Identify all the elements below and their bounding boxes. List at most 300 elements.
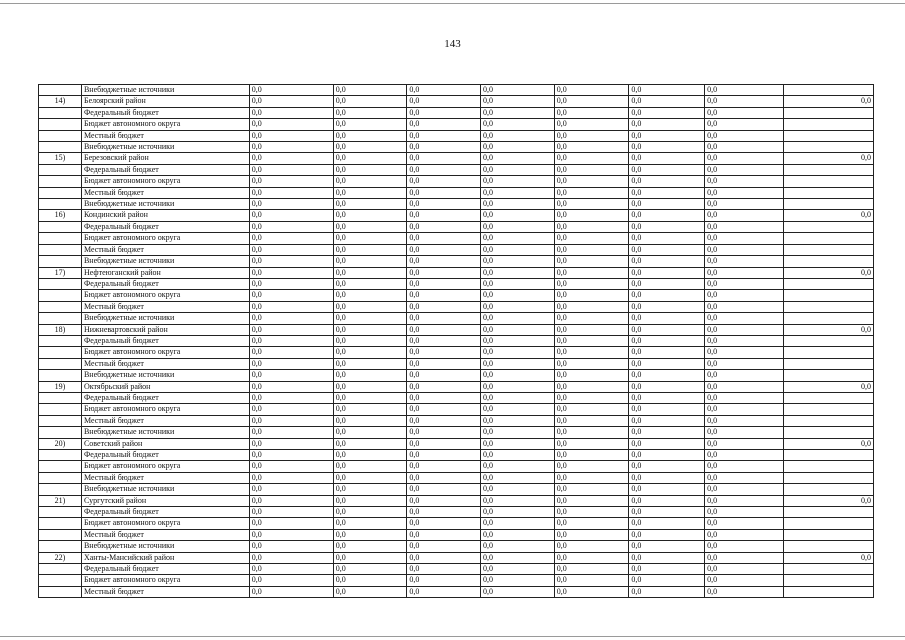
value-cell: 0,0 (705, 107, 784, 118)
total-cell (783, 358, 873, 369)
row-number (39, 575, 82, 586)
total-cell (783, 221, 873, 232)
value-cell: 0,0 (333, 153, 407, 164)
value-cell: 0,0 (481, 472, 555, 483)
value-cell: 0,0 (705, 313, 784, 324)
value-cell: 0,0 (481, 187, 555, 198)
value-cell: 0,0 (249, 575, 333, 586)
value-cell: 0,0 (629, 221, 705, 232)
row-name: Бюджет автономного округа (81, 575, 249, 586)
value-cell: 0,0 (629, 392, 705, 403)
value-cell: 0,0 (249, 176, 333, 187)
row-number (39, 586, 82, 597)
table-row (39, 85, 874, 96)
table-row (39, 507, 874, 518)
value-cell: 0,0 (554, 324, 629, 335)
value-cell: 0,0 (629, 575, 705, 586)
value-cell: 0,0 (629, 518, 705, 529)
value-cell: 0,0 (481, 529, 555, 540)
value-cell: 0,0 (554, 552, 629, 563)
value-cell: 0,0 (629, 290, 705, 301)
value-cell: 0,0 (249, 484, 333, 495)
value-cell: 0,0 (407, 335, 481, 346)
total-cell (783, 85, 873, 96)
value-cell: 0,0 (407, 427, 481, 438)
value-cell: 0,0 (705, 575, 784, 586)
table-row (39, 335, 874, 346)
row-name: Бюджет автономного округа (81, 461, 249, 472)
value-cell: 0,0 (249, 358, 333, 369)
value-cell: 0,0 (705, 427, 784, 438)
value-cell: 0,0 (249, 187, 333, 198)
value-cell: 0,0 (407, 575, 481, 586)
value-cell: 0,0 (554, 221, 629, 232)
table-row (39, 96, 874, 107)
row-number (39, 404, 82, 415)
value-cell: 0,0 (554, 404, 629, 415)
value-cell: 0,0 (481, 370, 555, 381)
table-row (39, 586, 874, 597)
value-cell: 0,0 (554, 256, 629, 267)
value-cell: 0,0 (249, 313, 333, 324)
value-cell: 0,0 (407, 541, 481, 552)
table-row (39, 153, 874, 164)
table-row (39, 541, 874, 552)
row-name: Местный бюджет (81, 187, 249, 198)
row-number (39, 142, 82, 153)
value-cell: 0,0 (407, 495, 481, 506)
row-number: 18) (39, 324, 82, 335)
value-cell: 0,0 (705, 461, 784, 472)
row-number (39, 301, 82, 312)
row-number (39, 370, 82, 381)
row-number (39, 278, 82, 289)
value-cell: 0,0 (554, 96, 629, 107)
value-cell: 0,0 (249, 427, 333, 438)
value-cell: 0,0 (629, 210, 705, 221)
value-cell: 0,0 (407, 392, 481, 403)
total-cell: 0,0 (783, 495, 873, 506)
value-cell: 0,0 (705, 404, 784, 415)
row-number (39, 529, 82, 540)
row-number (39, 518, 82, 529)
value-cell: 0,0 (333, 347, 407, 358)
value-cell: 0,0 (629, 324, 705, 335)
value-cell: 0,0 (249, 256, 333, 267)
value-cell: 0,0 (705, 347, 784, 358)
budget-table-body (39, 85, 874, 598)
value-cell: 0,0 (407, 244, 481, 255)
value-cell: 0,0 (554, 107, 629, 118)
value-cell: 0,0 (333, 541, 407, 552)
value-cell: 0,0 (481, 85, 555, 96)
total-cell: 0,0 (783, 96, 873, 107)
row-name: Внебюджетные источники (81, 370, 249, 381)
value-cell: 0,0 (629, 450, 705, 461)
value-cell: 0,0 (705, 370, 784, 381)
row-number (39, 187, 82, 198)
value-cell: 0,0 (629, 529, 705, 540)
value-cell: 0,0 (333, 495, 407, 506)
value-cell: 0,0 (629, 484, 705, 495)
value-cell: 0,0 (705, 529, 784, 540)
value-cell: 0,0 (249, 404, 333, 415)
table-row (39, 415, 874, 426)
row-number (39, 358, 82, 369)
value-cell: 0,0 (407, 552, 481, 563)
table-row (39, 187, 874, 198)
total-cell (783, 142, 873, 153)
value-cell: 0,0 (481, 415, 555, 426)
row-number (39, 221, 82, 232)
value-cell: 0,0 (249, 529, 333, 540)
value-cell: 0,0 (407, 107, 481, 118)
value-cell: 0,0 (705, 267, 784, 278)
value-cell: 0,0 (705, 552, 784, 563)
value-cell: 0,0 (407, 564, 481, 575)
value-cell: 0,0 (333, 586, 407, 597)
value-cell: 0,0 (481, 518, 555, 529)
table-row (39, 199, 874, 210)
row-name: Федеральный бюджет (81, 278, 249, 289)
value-cell: 0,0 (249, 119, 333, 130)
value-cell: 0,0 (249, 586, 333, 597)
value-cell: 0,0 (333, 278, 407, 289)
value-cell: 0,0 (554, 415, 629, 426)
value-cell: 0,0 (481, 221, 555, 232)
value-cell: 0,0 (249, 85, 333, 96)
table-row (39, 404, 874, 415)
value-cell: 0,0 (407, 153, 481, 164)
value-cell: 0,0 (629, 107, 705, 118)
value-cell: 0,0 (554, 564, 629, 575)
value-cell: 0,0 (407, 381, 481, 392)
total-cell (783, 164, 873, 175)
total-cell (783, 575, 873, 586)
row-number (39, 130, 82, 141)
table-row (39, 564, 874, 575)
value-cell: 0,0 (705, 472, 784, 483)
table-row (39, 301, 874, 312)
row-name: Кондинский район (81, 210, 249, 221)
value-cell: 0,0 (554, 164, 629, 175)
value-cell: 0,0 (333, 313, 407, 324)
row-name: Местный бюджет (81, 244, 249, 255)
value-cell: 0,0 (629, 244, 705, 255)
scan-edge-bottom (0, 636, 905, 637)
value-cell: 0,0 (407, 415, 481, 426)
value-cell: 0,0 (249, 267, 333, 278)
value-cell: 0,0 (705, 119, 784, 130)
value-cell: 0,0 (481, 575, 555, 586)
value-cell: 0,0 (554, 461, 629, 472)
value-cell: 0,0 (481, 450, 555, 461)
table-row (39, 450, 874, 461)
value-cell: 0,0 (554, 507, 629, 518)
row-number (39, 415, 82, 426)
value-cell: 0,0 (554, 450, 629, 461)
value-cell: 0,0 (407, 187, 481, 198)
value-cell: 0,0 (629, 495, 705, 506)
value-cell: 0,0 (407, 461, 481, 472)
value-cell: 0,0 (407, 518, 481, 529)
total-cell (783, 507, 873, 518)
value-cell: 0,0 (629, 233, 705, 244)
row-number: 19) (39, 381, 82, 392)
value-cell: 0,0 (481, 335, 555, 346)
row-name: Внебюджетные источники (81, 199, 249, 210)
row-number (39, 484, 82, 495)
value-cell: 0,0 (249, 347, 333, 358)
row-name: Федеральный бюджет (81, 450, 249, 461)
value-cell: 0,0 (554, 142, 629, 153)
value-cell: 0,0 (554, 575, 629, 586)
value-cell: 0,0 (554, 130, 629, 141)
value-cell: 0,0 (705, 324, 784, 335)
row-number (39, 164, 82, 175)
table-row (39, 221, 874, 232)
row-name: Сургутский район (81, 495, 249, 506)
value-cell: 0,0 (705, 187, 784, 198)
value-cell: 0,0 (554, 392, 629, 403)
row-name: Бюджет автономного округа (81, 290, 249, 301)
table-row (39, 244, 874, 255)
row-number (39, 313, 82, 324)
value-cell: 0,0 (333, 404, 407, 415)
value-cell: 0,0 (481, 438, 555, 449)
scan-edge-top (0, 3, 905, 4)
row-name: Местный бюджет (81, 529, 249, 540)
value-cell: 0,0 (249, 415, 333, 426)
value-cell: 0,0 (407, 438, 481, 449)
table-row (39, 267, 874, 278)
value-cell: 0,0 (481, 586, 555, 597)
value-cell: 0,0 (481, 233, 555, 244)
value-cell: 0,0 (481, 164, 555, 175)
value-cell: 0,0 (407, 290, 481, 301)
value-cell: 0,0 (333, 370, 407, 381)
total-cell (783, 130, 873, 141)
value-cell: 0,0 (629, 347, 705, 358)
value-cell: 0,0 (554, 541, 629, 552)
value-cell: 0,0 (407, 85, 481, 96)
value-cell: 0,0 (554, 267, 629, 278)
total-cell: 0,0 (783, 324, 873, 335)
value-cell: 0,0 (407, 484, 481, 495)
row-name: Октябрьский район (81, 381, 249, 392)
value-cell: 0,0 (629, 142, 705, 153)
value-cell: 0,0 (481, 541, 555, 552)
table-row (39, 552, 874, 563)
value-cell: 0,0 (629, 381, 705, 392)
value-cell: 0,0 (333, 461, 407, 472)
value-cell: 0,0 (407, 199, 481, 210)
row-name: Ханты-Мансийский район (81, 552, 249, 563)
row-name: Местный бюджет (81, 130, 249, 141)
value-cell: 0,0 (407, 233, 481, 244)
value-cell: 0,0 (481, 324, 555, 335)
value-cell: 0,0 (629, 267, 705, 278)
value-cell: 0,0 (249, 153, 333, 164)
value-cell: 0,0 (333, 450, 407, 461)
value-cell: 0,0 (554, 529, 629, 540)
row-name: Федеральный бюджет (81, 335, 249, 346)
row-name: Внебюджетные источники (81, 313, 249, 324)
table-row (39, 164, 874, 175)
value-cell: 0,0 (554, 484, 629, 495)
total-cell (783, 278, 873, 289)
value-cell: 0,0 (249, 335, 333, 346)
table-row (39, 130, 874, 141)
value-cell: 0,0 (554, 381, 629, 392)
row-number (39, 347, 82, 358)
value-cell: 0,0 (333, 472, 407, 483)
row-name: Федеральный бюджет (81, 392, 249, 403)
row-name: Белоярский район (81, 96, 249, 107)
table-row (39, 370, 874, 381)
value-cell: 0,0 (407, 313, 481, 324)
value-cell: 0,0 (333, 392, 407, 403)
value-cell: 0,0 (249, 324, 333, 335)
table-row (39, 392, 874, 403)
total-cell: 0,0 (783, 438, 873, 449)
row-name: Бюджет автономного округа (81, 347, 249, 358)
table-row (39, 518, 874, 529)
value-cell: 0,0 (407, 267, 481, 278)
row-number (39, 392, 82, 403)
total-cell (783, 404, 873, 415)
value-cell: 0,0 (554, 187, 629, 198)
value-cell: 0,0 (554, 518, 629, 529)
row-name: Внебюджетные источники (81, 427, 249, 438)
value-cell: 0,0 (705, 142, 784, 153)
value-cell: 0,0 (481, 119, 555, 130)
value-cell: 0,0 (705, 301, 784, 312)
total-cell (783, 187, 873, 198)
row-name: Внебюджетные источники (81, 541, 249, 552)
value-cell: 0,0 (629, 461, 705, 472)
total-cell (783, 415, 873, 426)
value-cell: 0,0 (554, 153, 629, 164)
value-cell: 0,0 (333, 381, 407, 392)
value-cell: 0,0 (249, 233, 333, 244)
value-cell: 0,0 (705, 199, 784, 210)
page-number: 143 (444, 38, 461, 50)
table-row (39, 484, 874, 495)
value-cell: 0,0 (705, 484, 784, 495)
value-cell: 0,0 (407, 164, 481, 175)
row-number (39, 427, 82, 438)
value-cell: 0,0 (333, 130, 407, 141)
total-cell: 0,0 (783, 381, 873, 392)
row-name: Нефтеюганский район (81, 267, 249, 278)
row-number (39, 233, 82, 244)
row-name: Внебюджетные источники (81, 256, 249, 267)
value-cell: 0,0 (629, 301, 705, 312)
total-cell (783, 256, 873, 267)
value-cell: 0,0 (554, 301, 629, 312)
total-cell (783, 301, 873, 312)
value-cell: 0,0 (249, 164, 333, 175)
value-cell: 0,0 (554, 313, 629, 324)
value-cell: 0,0 (249, 199, 333, 210)
row-number (39, 450, 82, 461)
total-cell (783, 370, 873, 381)
value-cell: 0,0 (554, 210, 629, 221)
row-name: Березовский район (81, 153, 249, 164)
value-cell: 0,0 (249, 461, 333, 472)
value-cell: 0,0 (705, 415, 784, 426)
value-cell: 0,0 (629, 153, 705, 164)
value-cell: 0,0 (407, 586, 481, 597)
value-cell: 0,0 (629, 199, 705, 210)
value-cell: 0,0 (333, 290, 407, 301)
value-cell: 0,0 (705, 244, 784, 255)
value-cell: 0,0 (705, 221, 784, 232)
value-cell: 0,0 (333, 210, 407, 221)
value-cell: 0,0 (249, 221, 333, 232)
value-cell: 0,0 (629, 586, 705, 597)
value-cell: 0,0 (481, 267, 555, 278)
table-row (39, 438, 874, 449)
table-row (39, 210, 874, 221)
value-cell: 0,0 (481, 107, 555, 118)
total-cell: 0,0 (783, 267, 873, 278)
row-name: Бюджет автономного округа (81, 119, 249, 130)
value-cell: 0,0 (629, 507, 705, 518)
value-cell: 0,0 (333, 176, 407, 187)
value-cell: 0,0 (333, 564, 407, 575)
value-cell: 0,0 (481, 564, 555, 575)
row-number (39, 107, 82, 118)
value-cell: 0,0 (333, 233, 407, 244)
value-cell: 0,0 (705, 130, 784, 141)
row-number: 14) (39, 96, 82, 107)
row-number (39, 507, 82, 518)
value-cell: 0,0 (481, 552, 555, 563)
value-cell: 0,0 (407, 301, 481, 312)
value-cell: 0,0 (705, 438, 784, 449)
value-cell: 0,0 (333, 427, 407, 438)
value-cell: 0,0 (249, 96, 333, 107)
value-cell: 0,0 (629, 256, 705, 267)
value-cell: 0,0 (407, 450, 481, 461)
value-cell: 0,0 (629, 370, 705, 381)
value-cell: 0,0 (407, 529, 481, 540)
value-cell: 0,0 (333, 187, 407, 198)
total-cell (783, 586, 873, 597)
value-cell: 0,0 (554, 347, 629, 358)
row-name: Внебюджетные источники (81, 85, 249, 96)
value-cell: 0,0 (705, 278, 784, 289)
value-cell: 0,0 (333, 438, 407, 449)
value-cell: 0,0 (554, 586, 629, 597)
row-name: Нижневартовский район (81, 324, 249, 335)
total-cell (783, 472, 873, 483)
row-number (39, 564, 82, 575)
value-cell: 0,0 (481, 256, 555, 267)
value-cell: 0,0 (705, 450, 784, 461)
value-cell: 0,0 (333, 221, 407, 232)
total-cell (783, 392, 873, 403)
value-cell: 0,0 (481, 507, 555, 518)
row-number (39, 472, 82, 483)
row-number: 20) (39, 438, 82, 449)
value-cell: 0,0 (333, 518, 407, 529)
value-cell: 0,0 (481, 301, 555, 312)
value-cell: 0,0 (407, 347, 481, 358)
value-cell: 0,0 (249, 381, 333, 392)
